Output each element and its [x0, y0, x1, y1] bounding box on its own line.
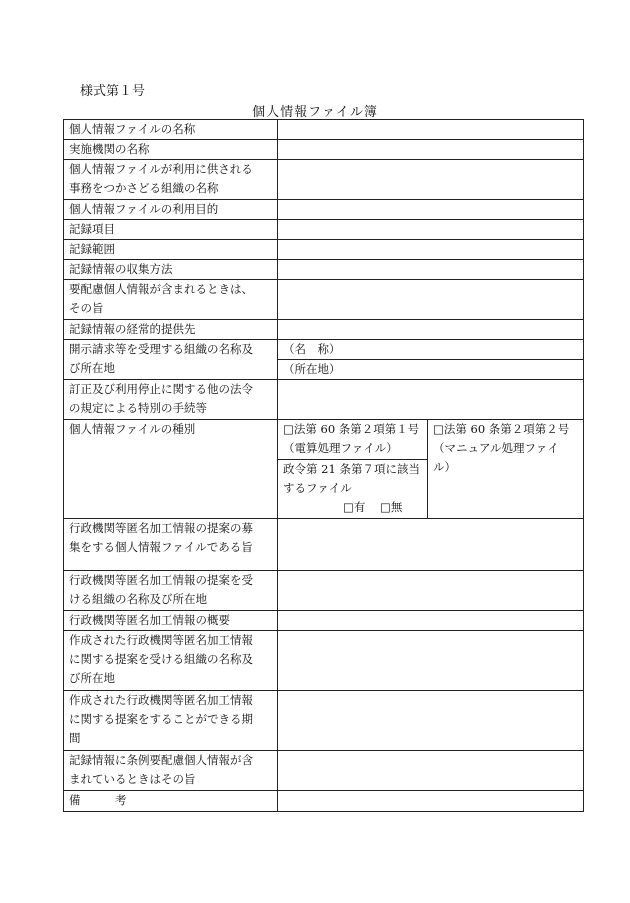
option-computer-file[interactable]: □法第 60 条第２項第１号 （電算処理ファイル）: [278, 420, 428, 460]
label-items: 記録項目: [64, 220, 278, 240]
label-sensitive: 要配慮個人情報が含まれるときは、 その旨: [64, 280, 278, 320]
value-created-org[interactable]: [278, 631, 584, 691]
row-items: [64, 220, 584, 240]
value-agency-name[interactable]: [278, 140, 584, 160]
label-disclosure-org: 開示請求等を受理する組織の名称及 び所在地: [64, 340, 278, 380]
value-correction[interactable]: [278, 380, 584, 420]
value-created-period[interactable]: [278, 691, 584, 751]
value-disclosure-name[interactable]: （名 称）: [278, 340, 584, 360]
row-remarks: [64, 791, 584, 812]
label-collection: 記録情報の収集方法: [64, 260, 278, 280]
label-provision: 記録情報の経常的提供先: [64, 320, 278, 340]
label-anon-file: 行政機関等匿名加工情報の提案の募 集をする個人情報ファイルである旨: [64, 519, 278, 571]
label-agency-name: 実施機関の名称: [64, 140, 278, 160]
checkbox-no[interactable]: □無: [380, 500, 403, 514]
value-scope[interactable]: [278, 240, 584, 260]
label-file-kind: 個人情報ファイルの種別: [64, 420, 278, 519]
label-scope: 記録範囲: [64, 240, 278, 260]
value-file-name[interactable]: [278, 120, 584, 140]
option-ordinance-applicable[interactable]: 政令第 21 条第７項に該当 するファイル □有 □無: [278, 460, 428, 519]
label-responsible-org: 個人情報ファイルが利用に供される 事務をつかさどる組織の名称: [64, 160, 278, 200]
value-anon-summary[interactable]: [278, 611, 584, 631]
value-sensitive[interactable]: [278, 280, 584, 320]
label-ordinance-sensitive: 記録情報に条例要配慮個人情報が含 まれているときはその旨: [64, 751, 278, 791]
form-number: 様式第１号: [80, 84, 146, 99]
row-responsible-org: [64, 160, 584, 200]
row-scope: [64, 240, 584, 260]
row-created-org: [64, 631, 584, 691]
label-created-org: 作成された行政機関等匿名加工情報 に関する提案を受ける組織の名称及 び所在地: [64, 631, 278, 691]
row-anon-file: [64, 519, 584, 571]
label-remarks: 備 考: [64, 791, 278, 812]
row-anon-summary: [64, 611, 584, 631]
row-sensitive: [64, 280, 584, 320]
label-file-name: 個人情報ファイルの名称: [64, 120, 278, 140]
value-provision[interactable]: [278, 320, 584, 340]
document-title: 個人情報ファイル簿: [252, 105, 378, 120]
row-file-kind: [64, 420, 584, 460]
row-purpose: [64, 200, 584, 220]
value-responsible-org[interactable]: [278, 160, 584, 200]
checkbox-yes[interactable]: □有: [343, 500, 366, 514]
value-collection[interactable]: [278, 260, 584, 280]
label-purpose: 個人情報ファイルの利用目的: [64, 200, 278, 220]
row-created-period: [64, 691, 584, 751]
row-provision: [64, 320, 584, 340]
value-disclosure-address[interactable]: （所在地）: [278, 360, 584, 380]
row-anon-org: [64, 571, 584, 611]
row-collection: [64, 260, 584, 280]
label-anon-summary: 行政機関等匿名加工情報の概要: [64, 611, 278, 631]
value-remarks[interactable]: [278, 791, 584, 812]
row-correction: [64, 380, 584, 420]
label-created-period: 作成された行政機関等匿名加工情報 に関する提案をすることができる期 間: [64, 691, 278, 751]
row-agency-name: [64, 140, 584, 160]
value-ordinance-sensitive[interactable]: [278, 751, 584, 791]
value-anon-org[interactable]: [278, 571, 584, 611]
value-anon-file[interactable]: [278, 519, 584, 571]
row-disclosure-org-name: [64, 340, 584, 360]
personal-info-file-register-table: [63, 119, 584, 812]
row-file-name: [64, 120, 584, 140]
label-anon-org: 行政機関等匿名加工情報の提案を受 ける組織の名称及び所在地: [64, 571, 278, 611]
label-correction: 訂正及び利用停止に関する他の法令 の規定による特別の手続等: [64, 380, 278, 420]
value-purpose[interactable]: [278, 200, 584, 220]
row-ordinance-sensitive: [64, 751, 584, 791]
option-manual-file[interactable]: □法第 60 条第２項第２号 （マニュアル処理ファイ ル）: [428, 420, 584, 519]
value-items[interactable]: [278, 220, 584, 240]
